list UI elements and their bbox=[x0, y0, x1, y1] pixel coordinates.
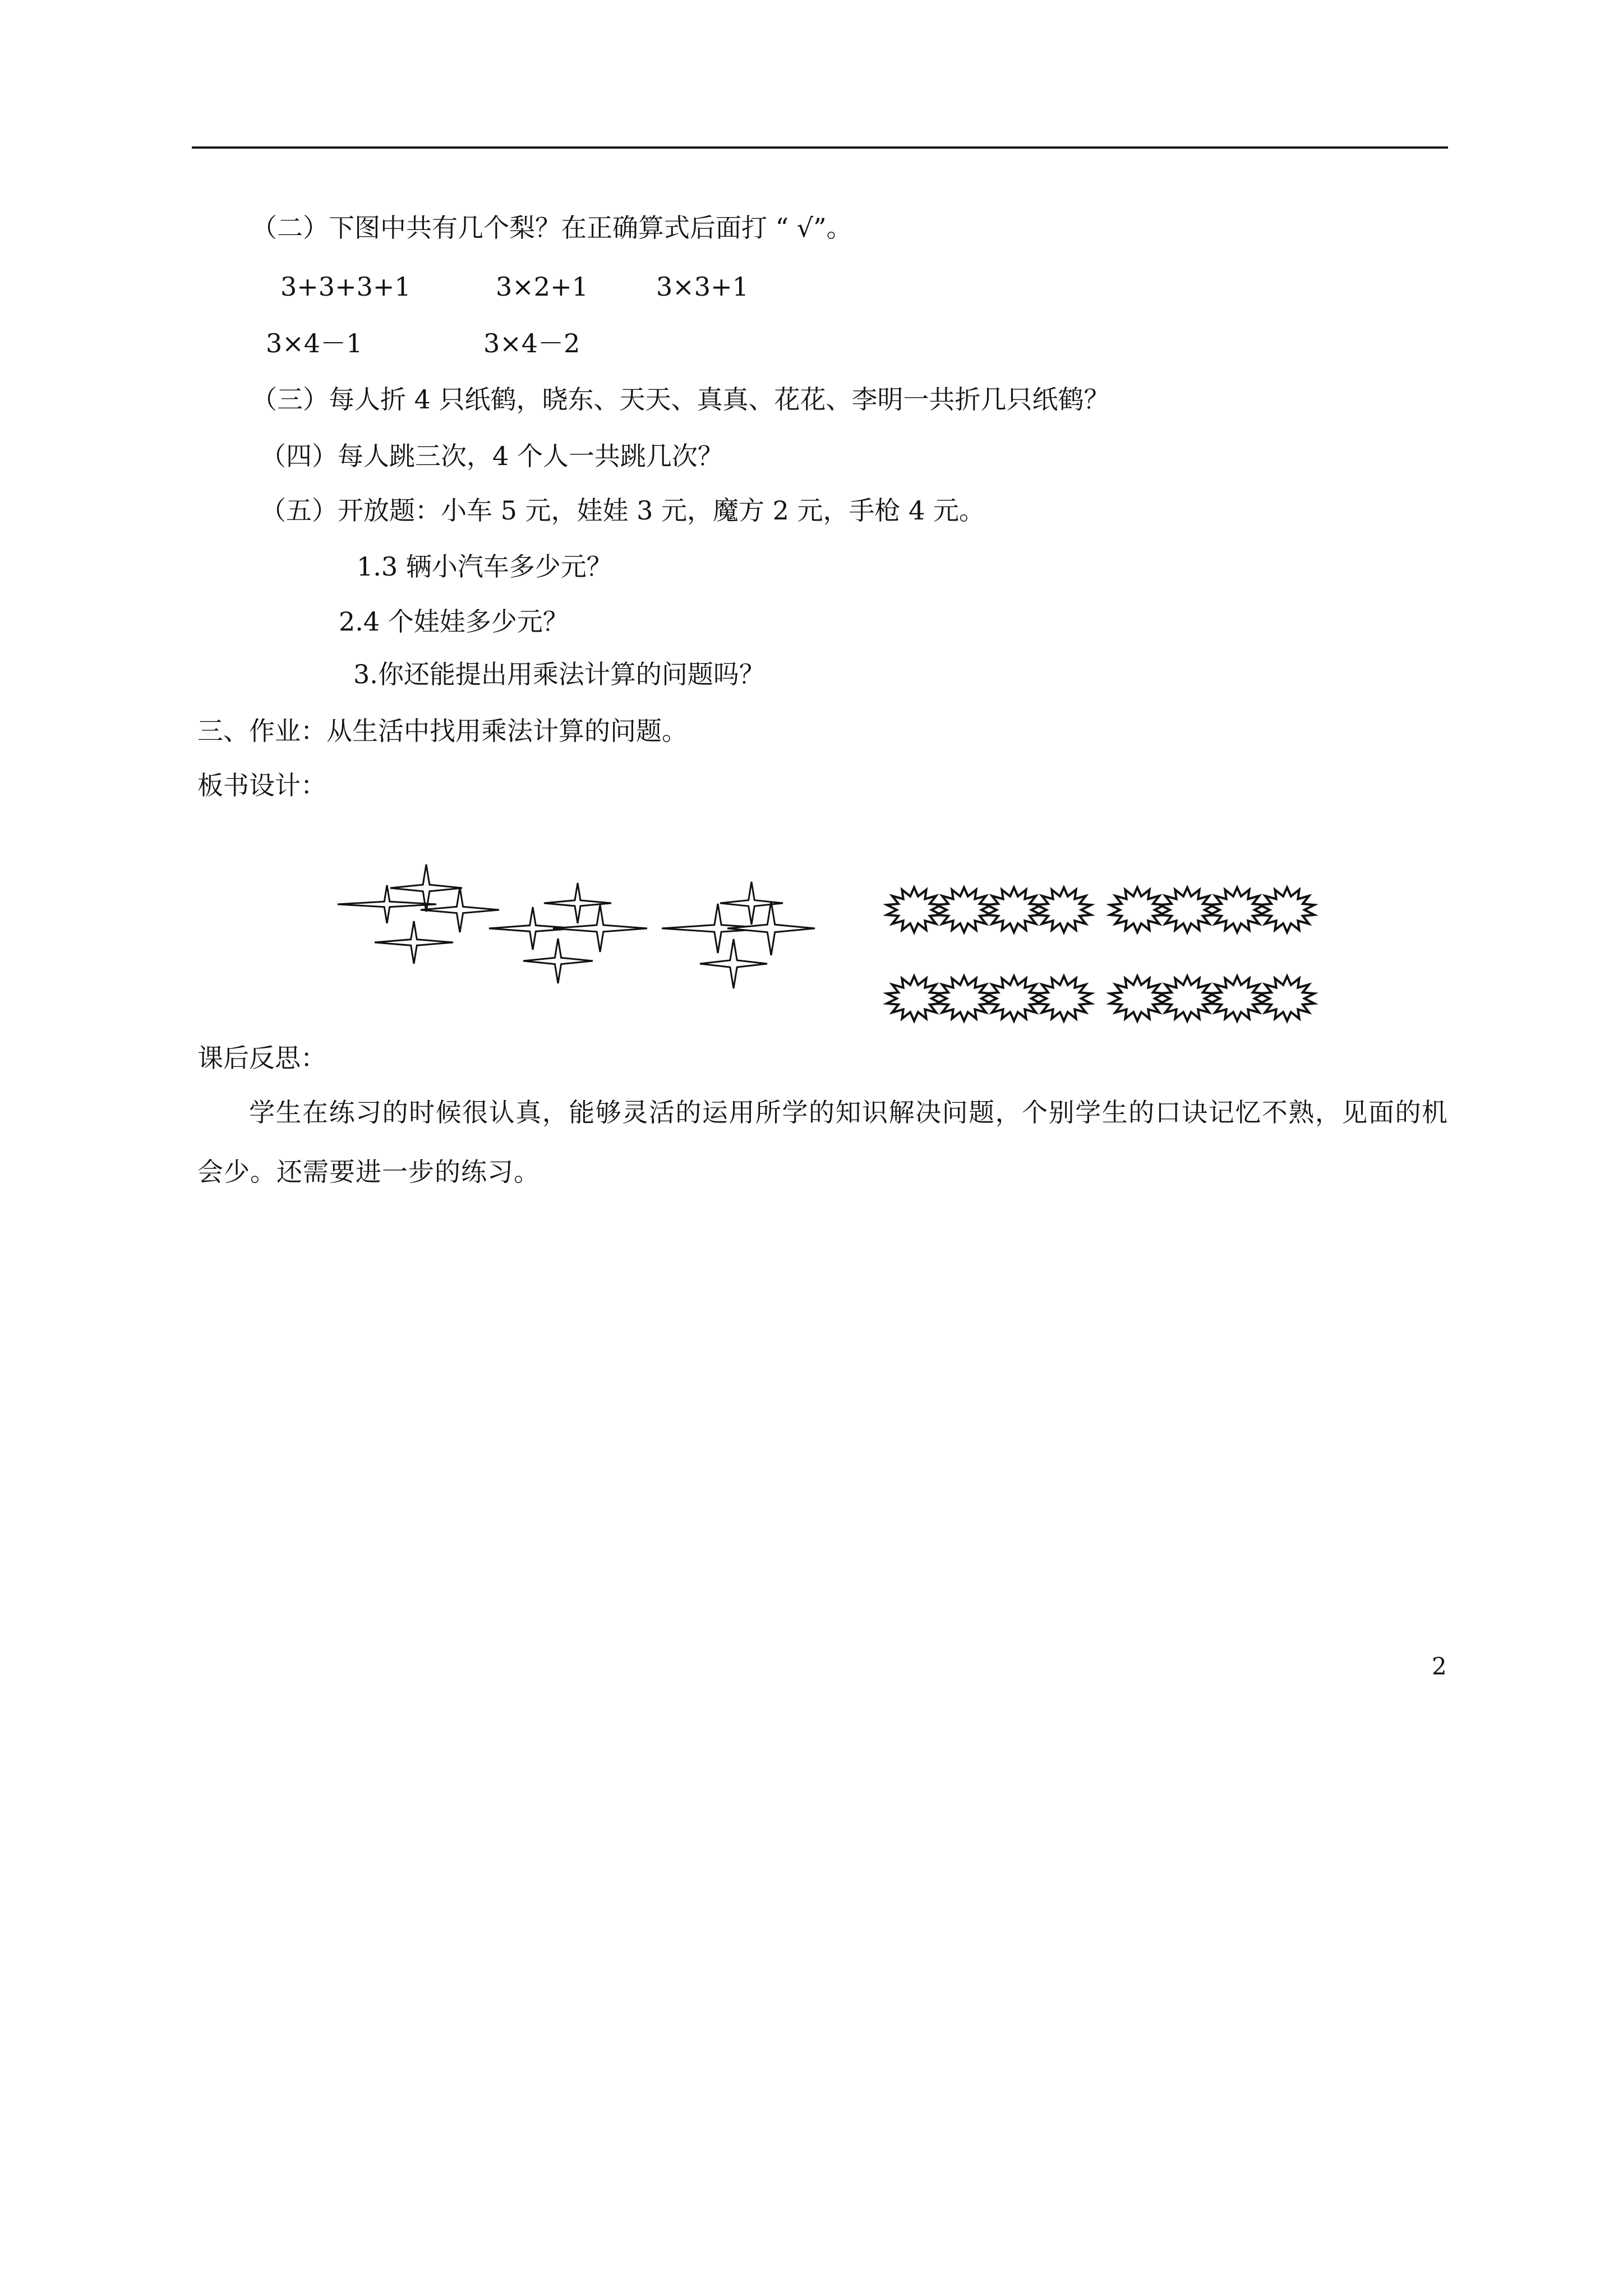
starburst-icon bbox=[1160, 887, 1214, 932]
four-point-star-icon bbox=[553, 905, 647, 952]
equation-3: 3×3+1 bbox=[656, 272, 749, 302]
starburst-icon bbox=[1160, 976, 1214, 1021]
four-point-star-icon bbox=[700, 939, 767, 988]
reflection-heading: 课后反思： bbox=[197, 1043, 326, 1073]
equation-4: 3×4－1 bbox=[266, 328, 363, 358]
starburst-icon bbox=[1036, 976, 1091, 1021]
question-5-item-1: 1.3 辆小汽车多少元？ bbox=[357, 551, 612, 582]
question-5-item-3: 3.你还能提出用乘法计算的问题吗？ bbox=[353, 659, 765, 689]
starburst-icon bbox=[887, 976, 941, 1021]
starburst-icon bbox=[986, 887, 1041, 932]
question-2: （二）下图中共有几个梨？在正确算式后面打 “ √”。 bbox=[251, 213, 852, 243]
board-design-figure bbox=[0, 0, 1623, 1066]
question-5-item-2: 2.4 个娃娃多少元？ bbox=[339, 606, 569, 637]
board-design-heading: 板书设计： bbox=[197, 770, 326, 800]
page-number: 2 bbox=[1432, 1653, 1447, 1680]
starburst-groups bbox=[887, 887, 1314, 1021]
starburst-icon bbox=[937, 887, 991, 932]
starburst-icon bbox=[887, 887, 941, 932]
starburst-icon bbox=[1260, 976, 1314, 1021]
starburst-icon bbox=[1210, 976, 1264, 1021]
question-3: （三）每人折 4 只纸鹤，晓东、天天、真真、花花、李明一共折几只纸鹤？ bbox=[251, 384, 1110, 415]
reflection-paragraph: 学生在练习的时候很认真，能够灵活的运用所学的知识解决问题，个别学生的口诀记忆不熟，见面的机会少。还需要进一步的练习。 bbox=[197, 1097, 1448, 1187]
homework-heading: 三、作业：从生活中找用乘法计算的问题。 bbox=[197, 716, 688, 746]
starburst-icon bbox=[1110, 887, 1164, 932]
four-point-star-icon bbox=[421, 887, 499, 932]
question-4: （四）每人跳三次，4 个人一共跳几次？ bbox=[260, 441, 723, 471]
four-point-star-icon bbox=[375, 921, 453, 964]
starburst-icon bbox=[986, 976, 1041, 1021]
question-5: （五）开放题：小车 5 元，娃娃 3 元，魔方 2 元，手枪 4 元。 bbox=[260, 495, 985, 526]
four-point-star-icon bbox=[727, 901, 815, 955]
starburst-icon bbox=[1260, 887, 1314, 932]
equation-1: 3+3+3+1 bbox=[280, 272, 411, 302]
starburst-icon bbox=[1210, 887, 1264, 932]
equation-5: 3×4－2 bbox=[483, 328, 580, 358]
starburst-icon bbox=[1036, 887, 1091, 932]
starburst-icon bbox=[1110, 976, 1164, 1021]
star-groups bbox=[338, 864, 815, 988]
starburst-icon bbox=[937, 976, 991, 1021]
equation-2: 3×2+1 bbox=[496, 272, 588, 302]
